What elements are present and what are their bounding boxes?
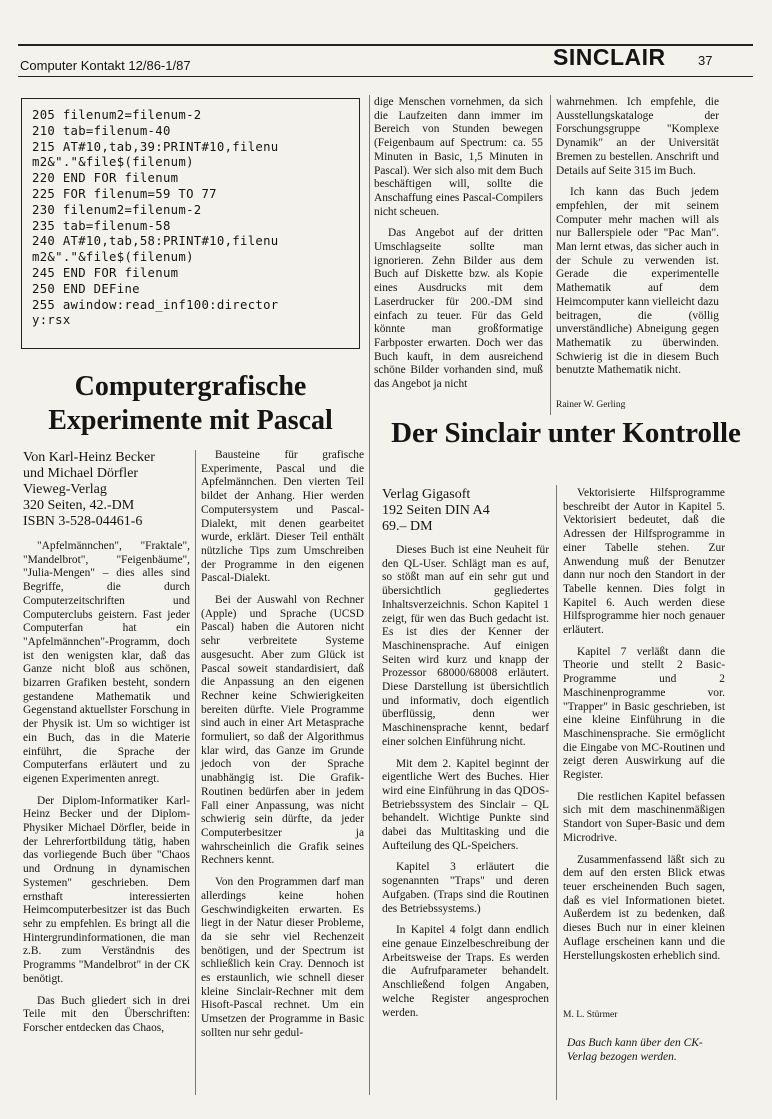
section-title: SINCLAIR [553, 44, 666, 70]
author-signature: Rainer W. Gerling [556, 400, 626, 410]
paragraph: In Kapitel 4 folgt dann endlich eine genaue Einzelbeschreibung der Arbeitsweise der Traps. Es werden die Aufrufparameter behandelt. Anschließend folgen Angaben, welche Register angesprochen werden. [382, 924, 549, 1019]
article-column [556, 96, 719, 378]
column-rule [550, 95, 551, 415]
code-line: 215 AT#10,tab,39:PRINT#10,filenu [32, 139, 279, 154]
paragraph: Dieses Buch ist eine Neuheit für den QL-User. Schlägt man es auf, so stößt man auf ein sehr gut und übersichtlich gegliedertes Inhaltsverzeichnis. Schon Kapitel 1 zeigt, für wen das Buch gedacht ist. Es ist dies der Kenner der Maschinensprache. Auf einigen Seiten wird kurz und knapp der Prozessor 68000/68008 erläutert. Diese Darstellung ist übersichtlich und informativ, doch eigentlich überflüssig, denn wer Maschinensprache kennt, bedarf einer solchen Einführung nicht. [382, 544, 549, 748]
article-meta-pascal [23, 450, 193, 530]
code-line: 235 tab=filenum-58 [32, 218, 171, 233]
code-line: y:rsx [32, 313, 71, 328]
code-line: m2&"."&file$(filenum) [32, 250, 194, 265]
meta-line: Vieweg-Verlag [23, 482, 107, 497]
paragraph: wahrnehmen. Ich empfehle, die Ausstellungskataloge der Forschungsgruppe "Komplexe Dynamik" an der Universität Bremen zu bestellen. Anschrift und Details auf Seite 315 im Buch. [556, 96, 719, 177]
code-line: 240 AT#10,tab,58:PRINT#10,filenu [32, 234, 279, 249]
paragraph: Ich kann das Buch jedem empfehlen, der mit seinem Computer mehr machen will als nur Ballerspiele oder "Pac Man". Man lernt etwas, das sicher auch in der Schule zu verwenden ist. Gerade die experimentelle Mathematik auf dem Heimcomputer kann vielleicht dazu beitragen, die (völlig unverständliche) Abneigung gegen Mathematik zu überwinden. Schwierig ist die in diesem Buch benutzte Mathematik nicht. [556, 186, 719, 377]
paragraph: Der Diplom-Informatiker Karl-Heinz Becker und der Diplom-Physiker Michael Dörfler, beide in der Lehrerfortbildung tätig, haben das vorliegende Buch über "Chaos und Ordnung in dynamischen Systemen" geschrieben. Dem ernsthaft interessierten Heimcomputerbesitzer ist das Buch sehr zu empfehlen. Es bringt all die Hintergrundinformationen, die man z.B. zum Verständnis des Programms "Mandelbrot" in der CK benötigt. [23, 794, 190, 985]
meta-line: 192 Seiten DIN A4 [382, 503, 490, 518]
paragraph: Bei der Auswahl von Rechner (Apple) und Sprache (UCSD Pascal) haben die Autoren nicht sehr verbreitete Systeme ausgesucht. Aber zum Glück ist Pascal soweit standardisiert, daß die Anpassung an den eigenen Rechner keine Schwierigkeiten bereiten dürfte. Viele Programme sind auch in einer Art Metasprache formuliert, so daß der Algorithmus klar wird, das Ganze im Grunde jedoch von der Sprache unabhängig ist. Die Grafik-Routinen bedürfen aber in jedem Fall einer Anpassung, was nicht schwierig sein dürfte, da jeder Computerbesitzer ja wahrscheinlich die Grafik seines Rechners kennt. [201, 594, 364, 867]
author-signature: M. L. Stürmer [563, 1010, 618, 1020]
article-meta-sinclair [382, 487, 552, 535]
paragraph: Zusammenfassend läßt sich zu dem auf den ersten Blick etwas teuer erscheinenden Buch sagen, daß es viel Informationen bietet. Außerdem ist zu bedenken, daß dieses Buch nur in einer kleinen Auflage erscheinen kann und die Herstellungskosten erheblich sind. [563, 853, 725, 962]
meta-line: und Michael Dörfler [23, 466, 139, 481]
code-line: 205 filenum2=filenum-2 [32, 108, 202, 122]
article-column [374, 96, 543, 392]
paragraph: Vektorisierte Hilfsprogramme beschreibt der Autor in Kapitel 5. Vektorisiert bedeutet, daß die Adressen der Hilfsprogramme in einer Tabelle stehen. Zur Anwendung muß der Benutzer dann nur noch den Standort in der Tabelle kennen. Dies folgt in Kapitel 6. Auch werden diese Hilfsprogramme hier noch genauer erläutert. [563, 487, 725, 637]
column-rule [369, 95, 370, 1095]
meta-line: ISBN 3-528-04461-6 [23, 514, 143, 529]
paragraph: dige Menschen vornehmen, da sich die Laufzeiten dann immer im Bereich von Stunden bewegen (Feigenbaum auf Spectrum: ca. 55 Minuten in Basic, 1,5 Minuten in Pascal). Wer sich also mit dem Buch beschäftigen will, sollte die Anschaffung eines Pascal-Compilers nicht scheuen. [374, 96, 543, 218]
code-line: 230 filenum2=filenum-2 [32, 202, 202, 217]
column-rule [556, 485, 557, 1100]
paragraph: Kapitel 7 verläßt dann die Theorie und stellt 2 Basic-Programme und 2 Maschinenprogramme vor. "Trapper" in Basic geschrieben, ist eine kleine Einführung in die Maschinensprache. Sie ermöglicht die Eingabe von MC-Routinen und zeigt deren Auswirkung auf die Register. [563, 645, 725, 782]
page-number: 37 [698, 53, 713, 68]
paragraph: Das Angebot auf der dritten Umschlagseite sollte man ignorieren. Zehn Bilder aus dem Buch auf Diskette bzw. als Kopie eines Ausdrucks mit dem Laserdrucker für 200.-DM sind einfach zu teuer. Für das Geld könnte man großformatige Farbposter erwarten. Doch wer das Buch kauft, in dem ausreichend schöne Bilder vorhanden sind, muß das Angebot ja nicht [374, 227, 543, 391]
paragraph: Mit dem 2. Kapitel beginnt der eigentliche Wert des Buches. Hier wird eine Einführung in das QDOS-Betriebssystem des Sinclair – QL behandelt. Wichtige Punkte sind dabei das Multitasking und die Aufteilung des QL-Speichers. [382, 757, 549, 852]
code-line: 210 tab=filenum-40 [32, 123, 171, 138]
paragraph: Kapitel 3 erläutert die sogenannten "Traps" und deren Aufgaben. (Traps sind die Routinen des Betriebssystems.) [382, 861, 549, 915]
meta-line: Verlag Gigasoft [382, 487, 471, 502]
code-listing [32, 108, 359, 329]
paragraph: Das Buch gliedert sich in drei Teile mit den Überschriften: Forscher entdecken das Chaos, [23, 994, 190, 1034]
code-line: m2&"."&file$(filenum) [32, 155, 194, 170]
paragraph: "Apfelmännchen", "Fraktale", "Mandelbrot", "Feigenbäume", "Julia-Mengen" – dies alles sind Begriffe, die durch Computerzeitschriften und Computerclubs geistern. Fast jeder Computerfan hat ein "Apfelmännchen"-Programm, doch ist den wenigsten klar, daß das Ganze nicht bloß aus schönen, bizarren Grafiken besteht, sondern gestandene Mathematik und Gegenstand aktuellster Forschung in der Physik ist. Um so wichtiger ist ein Buch, das in die Materie einführt, die Sprache der Computerfans erläutert und zu eigenen Experimenten anregt. [23, 540, 190, 785]
code-line: 245 END FOR filenum [32, 265, 179, 280]
magazine-issue: Computer Kontakt 12/86-1/87 [20, 58, 191, 73]
meta-line: 69.– DM [382, 519, 433, 534]
article-title-pascal: Computergrafische Experimente mit Pascal [48, 371, 333, 436]
article-title-sinclair: Der Sinclair unter Kontrolle [391, 417, 741, 449]
article-column [563, 487, 725, 963]
column-rule [195, 450, 196, 1095]
paragraph: Die restlichen Kapitel befassen sich mit dem maschinenmäßigen Standort von Super-Basic und dem Microdrive. [563, 790, 725, 844]
article-column [382, 544, 549, 1020]
meta-line: Von Karl-Heinz Becker [23, 450, 155, 465]
header-rule [18, 76, 753, 77]
paragraph: Von den Programmen darf man allerdings keine hohen Geschwindigkeiten erwarten. Es liegt in der Natur dieser Probleme, da sie sehr viel Rechenzeit benötigen, und der Spectrum ist schließlich kein Cray. Dennoch ist es erstaunlich, wie schnell dieser kleine Sinclair-Rechner mit dem Hisoft-Pascal rechnet. Um ein Umsetzen der Programme in Basic sollten nur sehr gedul- [201, 876, 364, 1039]
footnote: Das Buch kann über den CK-Verlag bezogen werden. [567, 1037, 703, 1063]
code-line: 225 FOR filenum=59 TO 77 [32, 186, 217, 201]
code-line: 255 awindow:read_inf100:director [32, 297, 279, 312]
code-line: 250 END DEFine [32, 281, 140, 296]
code-line: 220 END FOR filenum [32, 171, 179, 186]
meta-line: 320 Seiten, 42.-DM [23, 498, 135, 513]
code-listing-box [21, 98, 360, 349]
paragraph: Bausteine für grafische Experimente, Pascal und die Apfelmännchen. Den vierten Teil bildet der Anhang. Hier werden Computersystem und Pascal-Dialekt, mit denen gearbeitet wurde, erklärt. Dieser Teil enthält nützliche Tips zum Umschreiben der Programme in den eigenen Pascal-Dialekt. [201, 449, 364, 585]
article-column [23, 540, 190, 1036]
article-column [201, 449, 364, 1041]
